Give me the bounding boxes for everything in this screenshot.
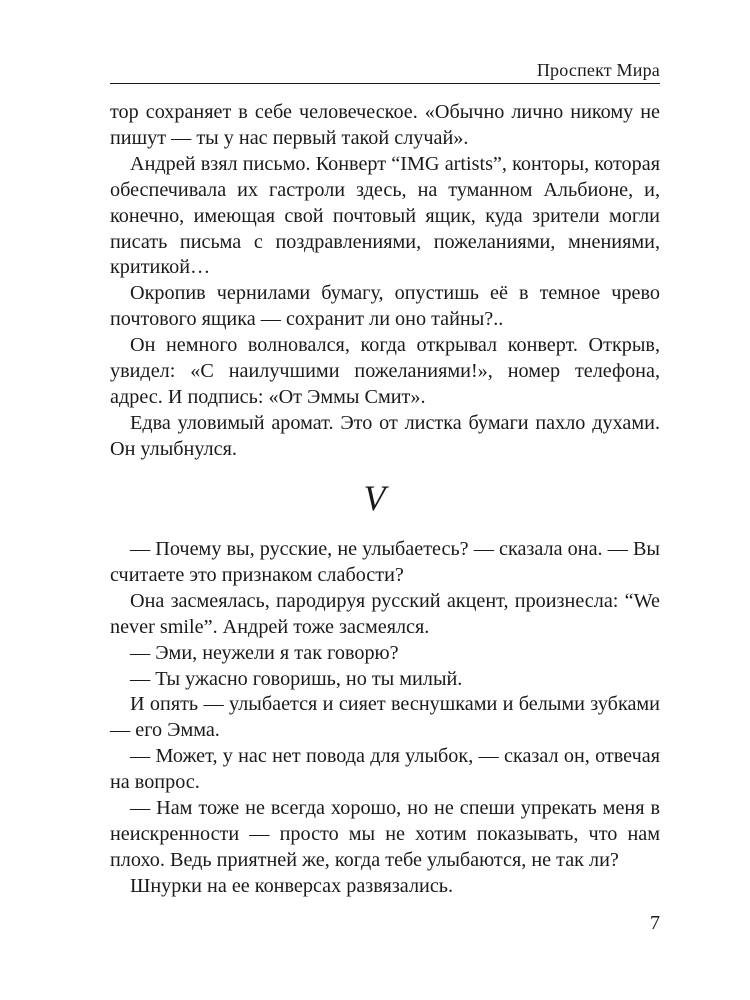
paragraph: Он немного волновался, когда открывал конверт. Открыв, увидел: «С наилучшими пожеланиями!», номер телефона, адрес. И подпись: «От Эммы Смит». (110, 334, 660, 408)
paragraph: Андрей взял письмо. Конверт “IMG artists”, конторы, которая обеспечивала их гастроли здесь, на туманном Альбионе, и, конечно, имеющая свой почтовый ящик, куда зрители могли писать письма с поздравлениями, пожеланиями, мнениями, критикой… (110, 152, 660, 279)
paragraph: Окропив чернилами бумагу, опустишь её в темное чрево почтового ящика — сохранит ли оно тайны?.. (110, 282, 660, 331)
paragraph: — Почему вы, русские, не улыбаетесь? — сказала она. — Вы считаете это признаком слабости? (110, 538, 660, 586)
running-title: Проспект Мира (536, 60, 660, 80)
header-rule (110, 83, 660, 84)
paragraph: И опять — улыбается и сияет веснушками и белыми зубками — его Эмма. (110, 693, 660, 742)
paragraph: — Может, у нас нет повода для улыбок, — сказал он, отвечая на вопрос. (110, 745, 660, 794)
paragraph: — Нам тоже не всегда хорошо, но не спеши упрекать меня в неискренности — просто мы не хотим показывать, что нам плохо. Ведь приятней же, когда тебе улыбаются, не так ли? (110, 797, 660, 871)
text-block-chapter-v (110, 537, 660, 900)
paragraph: Шнурки на ее конверсах развязались. (130, 874, 454, 897)
text-block-before-chapter (110, 100, 660, 463)
paragraph: тор сохраняет в себе человеческое. «Обычно лично никому не пишут — ты у нас первый такой случай». (110, 101, 660, 149)
page-number: 7 (650, 912, 660, 934)
chapter-number: V (363, 478, 387, 518)
paragraph: — Ты ужасно говоришь, но ты милый. (130, 667, 463, 690)
paragraph: — Эми, неужели я так говорю? (130, 641, 399, 664)
paragraph: Она засмеялась, пародируя русский акцент, произнесла: “We never smile”. Андрей тоже засмеялся. (110, 589, 660, 638)
paragraph: Едва уловимый аромат. Это от листка бумаги пахло духами. Он улыбнулся. (110, 411, 660, 460)
